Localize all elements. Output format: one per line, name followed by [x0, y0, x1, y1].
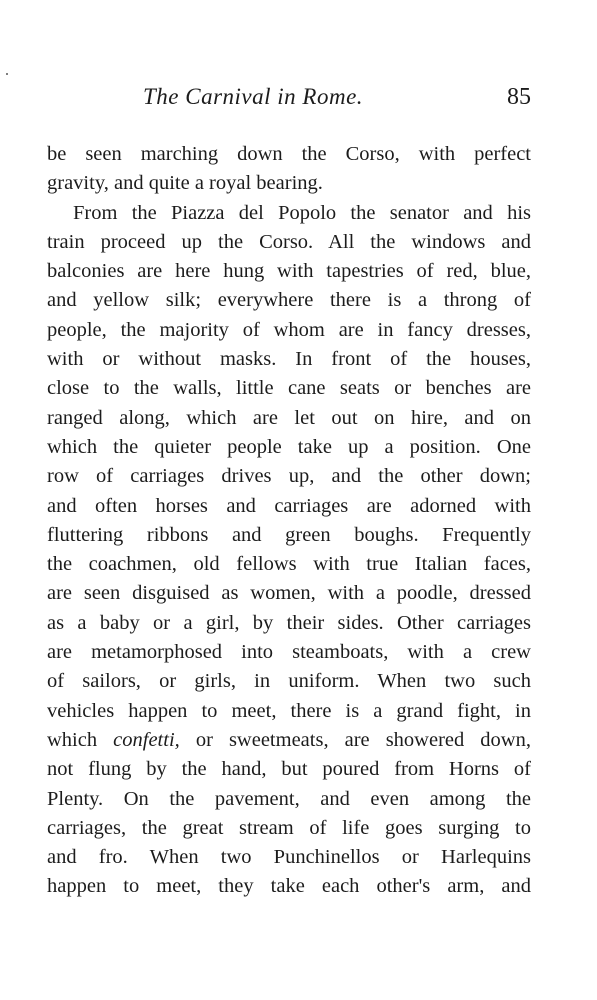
page-number: 85	[507, 84, 531, 110]
running-head-title: The Carnival in Rome.	[143, 84, 364, 109]
text-line: and often horses and carriages are adorned with	[47, 494, 531, 517]
text-line: people, the majority of whom are in fancy dresses,	[47, 318, 531, 341]
stray-ink-mark	[6, 73, 8, 75]
text-line: train proceed up the Corso. All the windows and	[47, 230, 531, 253]
text-line: as a baby or a girl, by their sides. Other carriages	[47, 611, 531, 634]
text-line-with-italic	[47, 726, 531, 755]
text-line-paragraph-start: From the Piazza del Popolo the senator and his	[73, 201, 531, 224]
text-line: and yellow silk; everywhere there is a throng of	[47, 289, 531, 312]
text-line: are seen disguised as women, with a poodle, dressed	[47, 582, 531, 605]
running-head	[47, 84, 531, 124]
text-line-paragraph-end: gravity, and quite a royal bearing.	[47, 172, 323, 195]
text-line: with or without masks. In front of the houses,	[47, 348, 531, 371]
text-line: which the quieter people take up a position. One	[47, 435, 531, 458]
text-line: vehicles happen to meet, there is a grand fight, in	[47, 699, 531, 722]
text-line: Plenty. On the pavement, and even among the	[47, 787, 531, 810]
text-segment: which	[47, 728, 114, 751]
text-line: fluttering ribbons and green boughs. Frequently	[47, 523, 531, 546]
body-text	[47, 140, 531, 902]
text-line: be seen marching down the Corso, with perfect	[47, 143, 531, 165]
text-line: close to the walls, little cane seats or benches are	[47, 377, 531, 400]
text-line: happen to meet, they take each other's arm, and	[47, 875, 531, 898]
text-line: carriages, the great stream of life goes surging to	[47, 816, 531, 839]
text-line: row of carriages drives up, and the other down;	[47, 465, 531, 488]
text-line: are metamorphosed into steamboats, with a crew	[47, 641, 531, 664]
text-line: balconies are here hung with tapestries of red, blue,	[47, 260, 531, 283]
text-segment: or sweetmeats, are showered down,	[179, 728, 531, 751]
text-line: of sailors, or girls, in uniform. When two such	[47, 670, 531, 693]
text-line: the coachmen, old fellows with true Italian faces,	[47, 553, 531, 576]
text-line: and fro. When two Punchinellos or Harlequins	[47, 846, 531, 869]
italic-word-confetti: confetti,	[113, 728, 180, 751]
text-line: ranged along, which are let out on hire, and on	[47, 406, 531, 429]
text-line: not flung by the hand, but poured from Horns of	[47, 758, 531, 781]
